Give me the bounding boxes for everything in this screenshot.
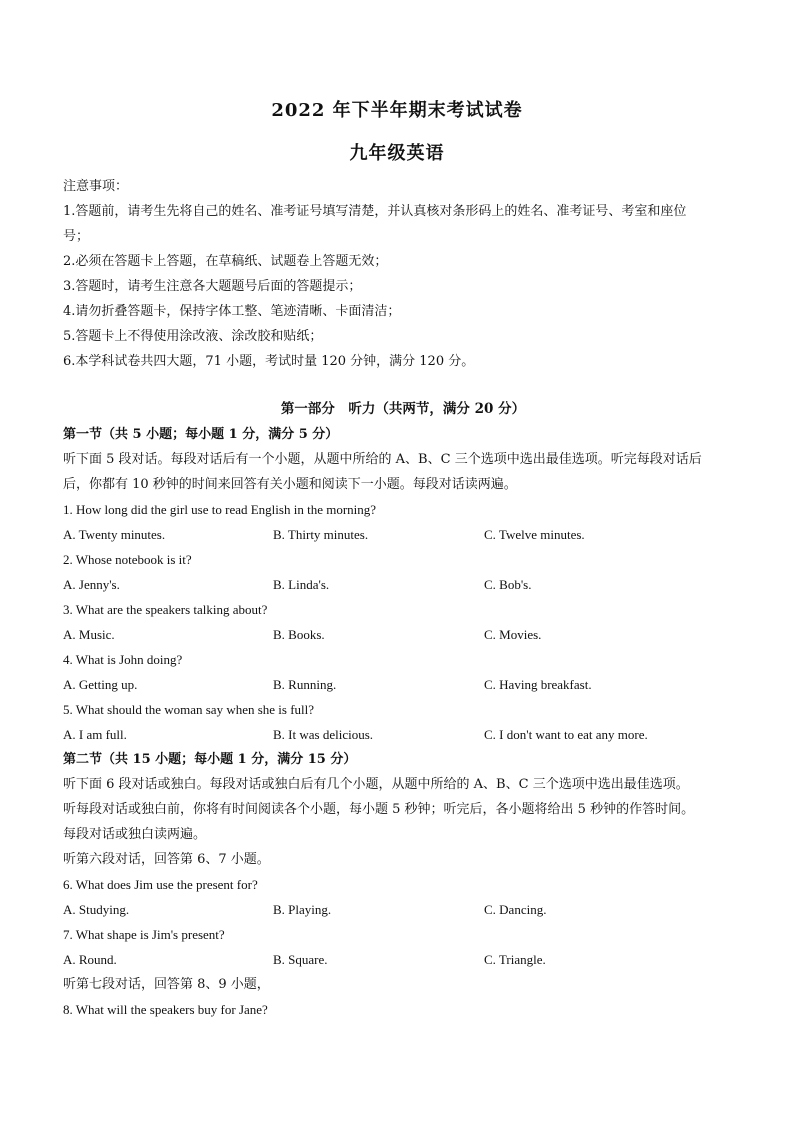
question: 8. What will the speakers buy for Jane?: [63, 1002, 268, 1017]
options-row: [63, 672, 743, 697]
option-c: C. Movies.: [484, 627, 542, 642]
option-c: C. Twelve minutes.: [484, 527, 585, 542]
question: 7. What shape is Jim's present?: [63, 927, 225, 942]
section1-instruction: 听下面 5 段对话。每段对话后有一个小题，从题中所给的 A、B、C 三个选项中选出最佳选项。听完每段对话后: [63, 452, 702, 467]
section2-heading: 第二节（共 15 小题；每小题 1 分，满分 15 分）: [63, 752, 357, 767]
note-item: 2.必须在答题卡上答题，在草稿纸、试题卷上答题无效；: [63, 254, 388, 269]
question: 5. What should the woman say when she is full?: [63, 702, 315, 717]
option-c: C. I don't want to eat any more.: [484, 727, 648, 742]
note-item: 3.答题时，请考生注意各大题题号后面的答题提示；: [63, 279, 362, 294]
note-item: 号；: [63, 229, 90, 244]
option-c: C. Bob's.: [484, 577, 532, 592]
question: 1. How long did the girl use to read English in the morning?: [63, 502, 377, 517]
exam-body: [63, 174, 743, 1022]
notes-heading: 注意事项：: [63, 179, 129, 194]
option-b: B. It was delicious.: [273, 727, 374, 742]
option-a: A. Studying.: [63, 902, 130, 917]
question: 4. What is John doing?: [63, 652, 183, 667]
option-a: A. Twenty minutes.: [63, 527, 166, 542]
section2-instruction: 每段对话或独白读两遍。: [63, 827, 207, 842]
group-heading: 听第六段对话，回答第 6、7 小题。: [63, 852, 270, 867]
option-b: B. Square.: [273, 952, 328, 967]
question: 6. What does Jim use the present for?: [63, 877, 258, 892]
group-heading: 听第七段对话，回答第 8、9 小题，: [63, 977, 270, 992]
option-a: A. Getting up.: [63, 677, 138, 692]
options-row: [63, 522, 743, 547]
option-b: B. Playing.: [273, 902, 332, 917]
option-c: C. Triangle.: [484, 952, 546, 967]
note-item: 1.答题前，请考生先将自己的姓名、准考证号填写清楚，并认真核对条形码上的姓名、准考证号、考室和座位: [63, 204, 687, 219]
option-b: B. Linda's.: [273, 577, 330, 592]
exam-title: 2022 年下半年期末考试试卷: [271, 100, 523, 121]
option-b: B. Thirty minutes.: [273, 527, 369, 542]
option-b: B. Running.: [273, 677, 337, 692]
section2-instruction: 听下面 6 段对话或独白。每段对话或独白后有几个小题，从题中所给的 A、B、C 三个选项中选出最佳选项。: [63, 777, 689, 792]
option-c: C. Having breakfast.: [484, 677, 592, 692]
exam-subtitle: 九年级英语: [349, 143, 445, 164]
section1-instruction: 后，你都有 10 秒钟的时间来回答有关小题和阅读下一小题。每段对话读两遍。: [63, 477, 517, 492]
note-item: 5.答题卡上不得使用涂改液、涂改胶和贴纸；: [63, 329, 323, 344]
note-item: 4.请勿折叠答题卡，保持字体工整、笔迹清晰、卡面清洁；: [63, 304, 401, 319]
option-a: A. Music.: [63, 627, 115, 642]
option-a: A. Jenny's.: [63, 577, 120, 592]
options-row: [63, 722, 743, 747]
note-item: 6.本学科试卷共四大题，71 小题，考试时量 120 分钟，满分 120 分。: [63, 354, 475, 369]
option-c: C. Dancing.: [484, 902, 547, 917]
option-b: B. Books.: [273, 627, 325, 642]
question: 2. Whose notebook is it?: [63, 552, 192, 567]
options-row: [63, 622, 743, 647]
section2-instruction: 听每段对话或独白前，你将有时间阅读各个小题，每小题 5 秒钟；听完后，各小题将给出 5 秒钟的作答时间。: [63, 802, 695, 817]
options-row: [63, 572, 743, 597]
option-a: A. Round.: [63, 952, 117, 967]
section1-heading: 第一节（共 5 小题；每小题 1 分，满分 5 分）: [63, 427, 339, 442]
option-a: A. I am full.: [63, 727, 127, 742]
part1-heading: 第一部分 听力（共两节，满分 20 分）: [280, 401, 526, 417]
options-row: [63, 947, 743, 972]
question: 3. What are the speakers talking about?: [63, 602, 268, 617]
options-row: [63, 897, 743, 922]
